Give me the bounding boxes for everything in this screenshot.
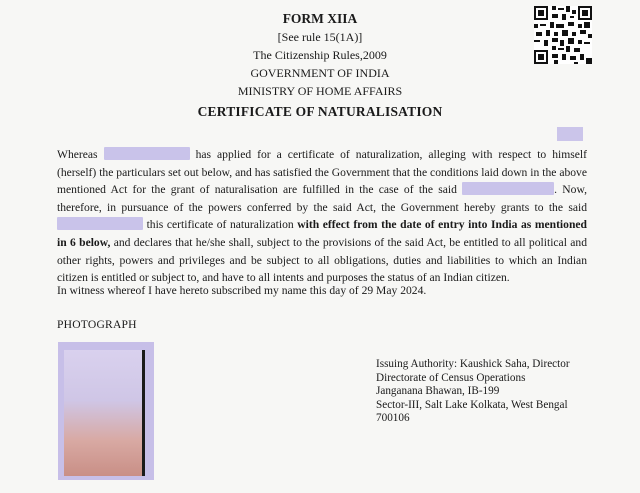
authority-line-3: Janganana Bhawan, IB-199 [376, 385, 500, 398]
body-segment-3: this certificate of naturalization [146, 218, 294, 232]
photo-redacted-image [64, 350, 145, 476]
authority-line-2: Directorate of Census Operations [376, 371, 526, 384]
authority-line-1: Issuing Authority: Kaushick Saha, Director [376, 358, 570, 370]
certificate-title: CERTIFICATE OF NATURALISATION [197, 104, 443, 119]
whereas-word: Whereas [57, 148, 98, 161]
issuing-authority [376, 358, 596, 426]
body-segment-bold: with effect from the date of entry into India as mentioned in 6 below, [57, 218, 587, 249]
redacted-applicant-name [104, 147, 190, 160]
ministry-name: MINISTRY OF HOME AFFAIRS [237, 84, 403, 98]
rule-reference: [See rule 15(1A)] [277, 30, 363, 44]
redacted-block [557, 127, 583, 141]
redacted-applicant-name [57, 217, 143, 230]
photograph [58, 342, 154, 480]
redacted-applicant-name [462, 182, 554, 195]
authority-line-4: Sector-III, Salt Lake Kolkata, West Bengal [376, 398, 568, 411]
body-segment-5: and declares that he/she shall, subject to the provisions of the said Act, be entitled to all political and other rights, powers and privileges and be subject to all obligations, duties and liabilities to which an Indian citizen is entitled or subject to, and have to all intents and purposes the status of an Indian citizen. [57, 235, 587, 285]
authority-line-5: 700106 [376, 412, 410, 425]
body-segment-1: has applied for a certificate of naturalization, alleging with respect to himself (herself) the particulars set out below, and has satisfied the Government that the conditions laid down in the above mentioned Act for the grant of naturalisation are fulfilled in the case of the said [57, 148, 587, 197]
government-name: GOVERNMENT OF INDIA [250, 66, 390, 80]
photograph-label: PHOTOGRAPH [57, 318, 137, 331]
certificate-body [57, 146, 587, 287]
witness-line: In witness whereof I have hereto subscribed my name this day of 29 May 2024. [57, 284, 427, 297]
qr-code-icon [534, 6, 592, 64]
body-segment-2: . Now, therefore, in pursuance of the powers conferred by the said Act, the Government hereby grants to the said [57, 183, 587, 214]
rules-name: The Citizenship Rules,2009 [253, 48, 387, 62]
form-title: FORM XIIA [282, 11, 358, 26]
